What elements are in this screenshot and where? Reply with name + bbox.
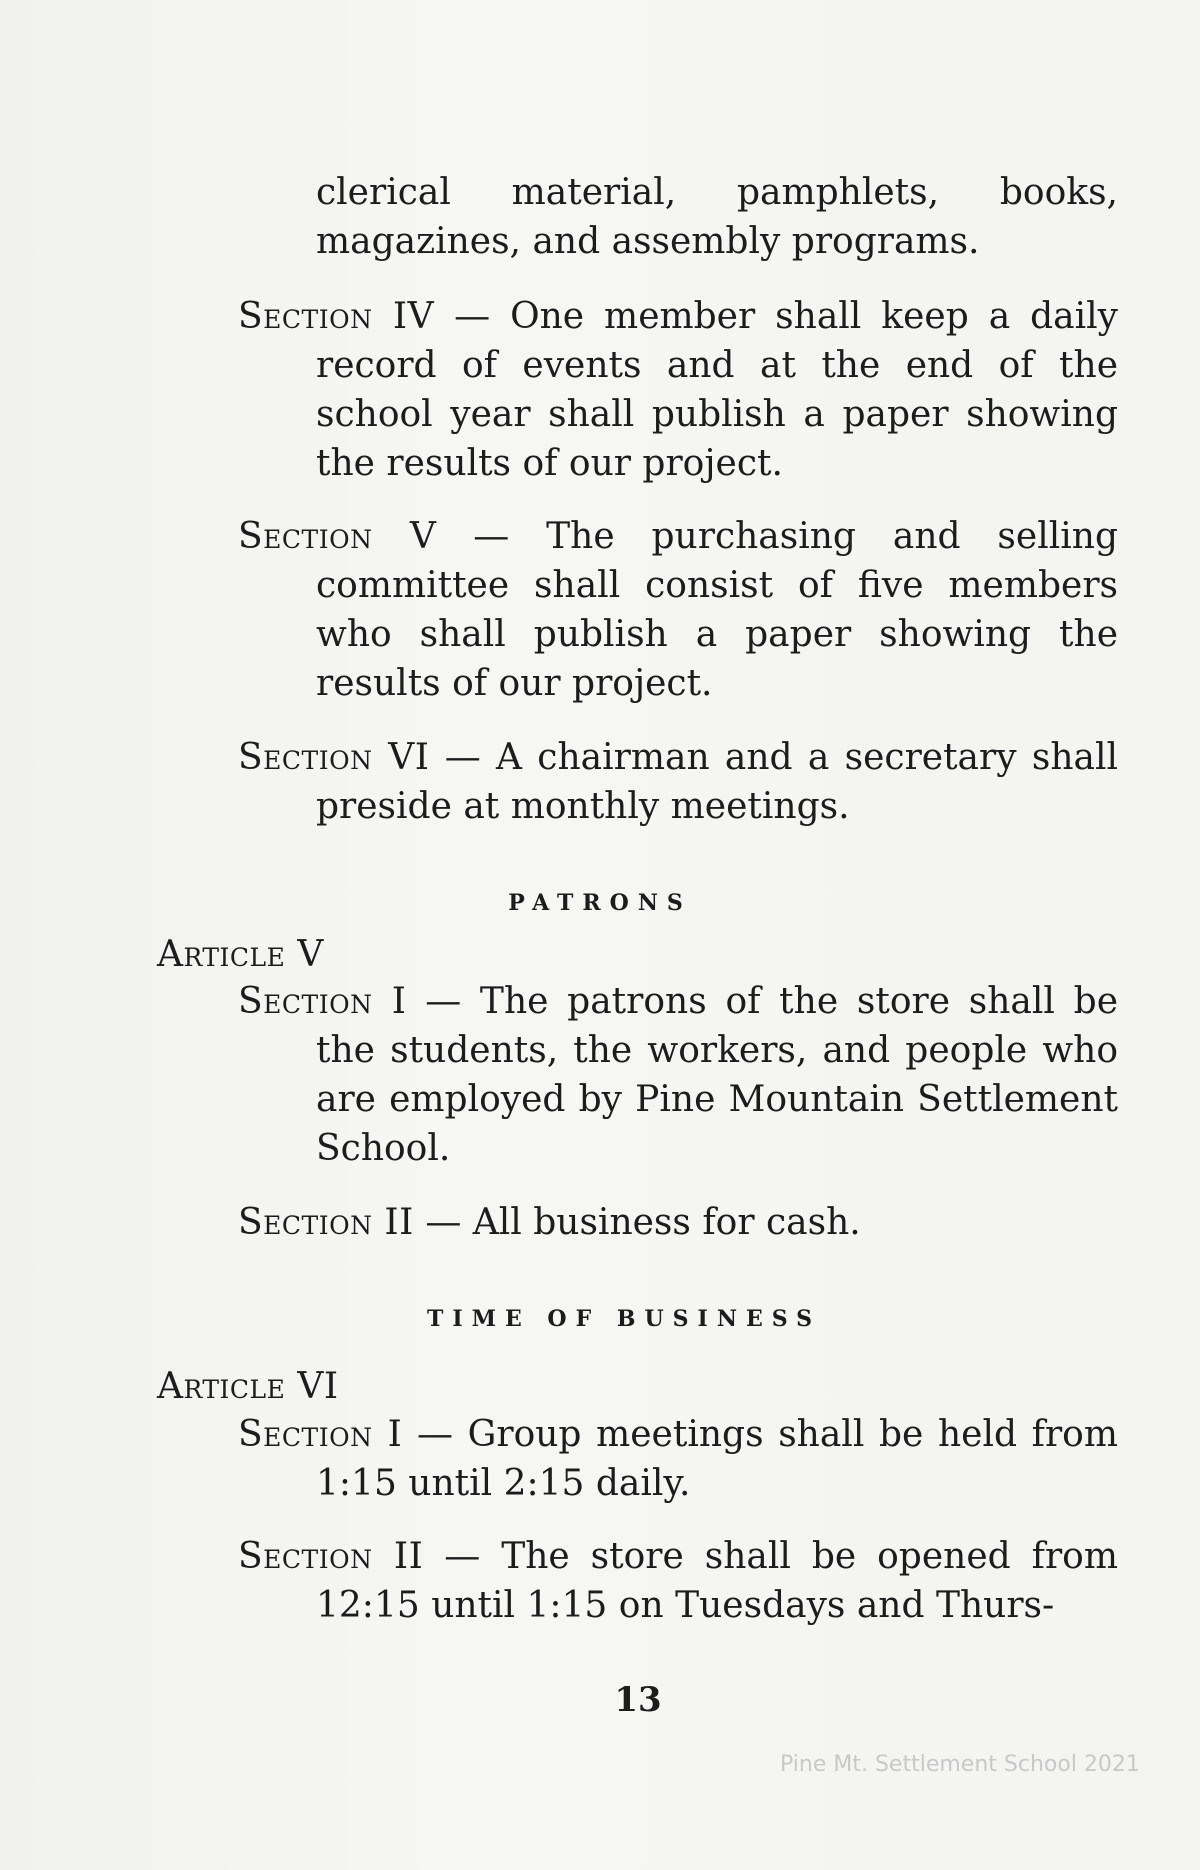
section-text: — One member shall keep a daily record of events and at the end of the school year shall publish a paper showing the results of our project. — [316, 296, 1118, 484]
section-label: Section V — [238, 516, 437, 557]
article-v-label: Article V — [157, 934, 324, 975]
section-label: Section VI — [238, 737, 430, 778]
section-label: Section I — [238, 1414, 403, 1455]
patrons-heading: PATRONS — [508, 890, 692, 916]
section-label: Section II — [238, 1536, 424, 1577]
patrons-section-ii — [238, 1198, 1118, 1247]
watermark: Pine Mt. Settlement School 2021 — [780, 1752, 1140, 1777]
section-label: Section II — [238, 1202, 414, 1243]
section-vi — [238, 733, 1118, 831]
section-label: Section IV — [238, 296, 435, 337]
section-text: — Group meetings shall be held from 1:15 until 2:15 daily. — [316, 1414, 1118, 1504]
section-iv — [238, 292, 1118, 488]
section-text: — The store shall be opened from 12:15 until 1:15 on Tuesdays and Thurs- — [316, 1536, 1118, 1626]
section-text: — The patrons of the store shall be the students, the workers, and people who are employed by Pine Mountain Settlement School. — [316, 981, 1118, 1169]
continuation-text — [316, 168, 1118, 266]
time-of-business-heading: TIME OF BUSINESS — [426, 1306, 821, 1332]
article-vi-label: Article VI — [157, 1366, 339, 1407]
time-section-i — [238, 1410, 1118, 1508]
section-text: — The purchasing and selling committee shall consist of five members who shall publish a paper showing the results of our project. — [316, 516, 1118, 704]
page-number: 13 — [614, 1680, 662, 1720]
patrons-section-i — [238, 977, 1118, 1173]
time-section-ii — [238, 1532, 1118, 1630]
section-v — [238, 512, 1118, 708]
continuation-line: clerical material, pamphlets, books, magazines, and assembly programs. — [316, 172, 1118, 262]
section-text: — All business for cash. — [425, 1202, 861, 1243]
section-text: — A chairman and a secretary shall preside at monthly meetings. — [316, 737, 1118, 827]
section-label: Section I — [238, 981, 407, 1022]
